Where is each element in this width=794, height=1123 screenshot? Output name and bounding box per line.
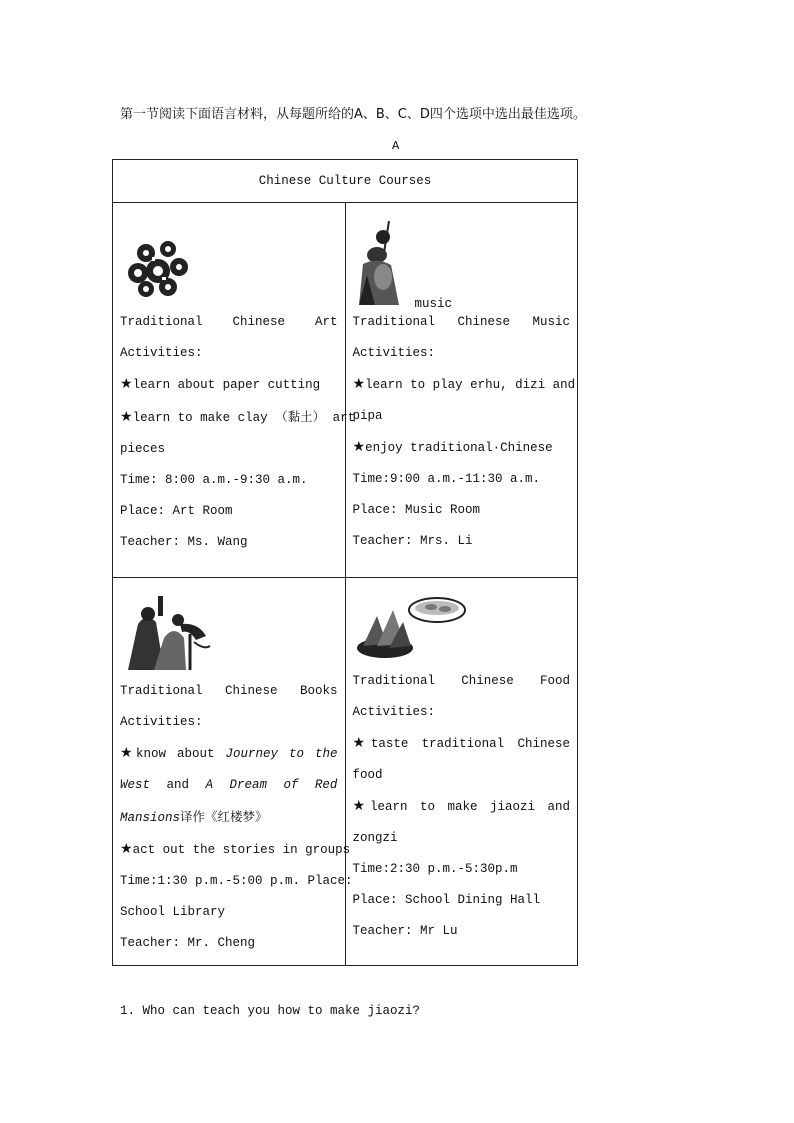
books-course-name: Traditional Chinese Books	[120, 684, 338, 698]
star-icon: ★	[120, 745, 137, 761]
art-course-cell	[113, 203, 356, 578]
music-activity-1: ★learn to play erhu, dizi and	[352, 376, 576, 392]
food-activity-2: ★learn to make jiaozi and	[352, 798, 570, 814]
monkey-king-opera-icon	[124, 594, 214, 672]
art-activity-2-cont: pieces	[120, 442, 166, 456]
star-icon: ★	[120, 376, 133, 392]
food-activity-1: ★taste traditional Chinese	[352, 735, 570, 751]
instruction-text: 第一节阅读下面语言材料，从每题所给的A、B、C、D四个选项中选出最佳选项。	[120, 107, 586, 122]
star-icon: ★	[352, 798, 371, 814]
art-activities-label: Activities:	[120, 346, 203, 360]
art-activity-2: ★learn to make clay （黏土） art	[120, 409, 356, 425]
music-time: Time:9:00 a.m.-11:30 a.m.	[352, 472, 541, 486]
food-course-name: Traditional Chinese Food	[352, 674, 570, 688]
star-icon: ★	[352, 439, 366, 455]
books-activity-1-end: Mansions译作《红楼梦》	[120, 809, 268, 825]
books-place: School Library	[120, 905, 226, 919]
star-icon: ★	[120, 841, 133, 857]
food-course-cell	[345, 578, 578, 966]
music-course-cell	[345, 203, 578, 578]
section-letter: A	[392, 139, 400, 153]
music-activities-label: Activities:	[352, 346, 436, 360]
food-place: Place: School Dining Hall	[352, 893, 541, 907]
art-time: Time: 8:00 a.m.-9:30 a.m.	[120, 473, 308, 487]
books-activity-2: ★act out the stories in groups	[120, 841, 351, 857]
food-activity-1-cont: food	[352, 768, 383, 782]
star-icon: ★	[120, 409, 133, 425]
question-1: 1. Who can teach you how to make jiaozi?	[120, 1004, 421, 1018]
books-course-cell	[113, 578, 353, 966]
food-activities-label: Activities:	[352, 705, 436, 719]
music-place: Place: Music Room	[352, 503, 481, 517]
art-activity-1: ★learn about paper cutting	[120, 376, 321, 392]
food-activity-2-cont: zongzi	[352, 831, 398, 845]
music-teacher: Teacher: Mrs. Li	[352, 534, 473, 548]
food-teacher: Teacher: Mr Lu	[352, 924, 458, 938]
books-activities-label: Activities:	[120, 715, 203, 729]
books-teacher: Teacher: Mr. Cheng	[120, 936, 256, 950]
zongzi-jiaozi-icon	[355, 592, 467, 660]
star-icon: ★	[352, 735, 371, 751]
art-teacher: Teacher: Ms. Wang	[120, 535, 248, 549]
books-activity-1: ★know about Journey to the	[120, 745, 338, 761]
pipa-player-icon	[353, 219, 411, 307]
art-place: Place: Art Room	[120, 504, 233, 518]
paper-cutting-icon	[124, 237, 194, 299]
star-icon: ★	[352, 376, 366, 392]
music-activity-1-cont: pipa	[352, 409, 383, 423]
art-course-name: Traditional Chinese Art	[120, 315, 338, 329]
music-image-caption: music	[414, 297, 453, 311]
courses-table	[112, 159, 578, 966]
books-time-place: Time:1:30 p.m.-5:00 p.m. Place:	[120, 874, 353, 888]
table-title: Chinese Culture Courses	[113, 160, 578, 203]
food-time: Time:2:30 p.m.-5:30p.m	[352, 862, 518, 876]
music-activity-2: ★enjoy traditional·Chinese	[352, 439, 553, 455]
books-activity-1-cont: West and A Dream of Red	[120, 778, 338, 792]
music-course-name: Traditional Chinese Music	[352, 315, 570, 329]
